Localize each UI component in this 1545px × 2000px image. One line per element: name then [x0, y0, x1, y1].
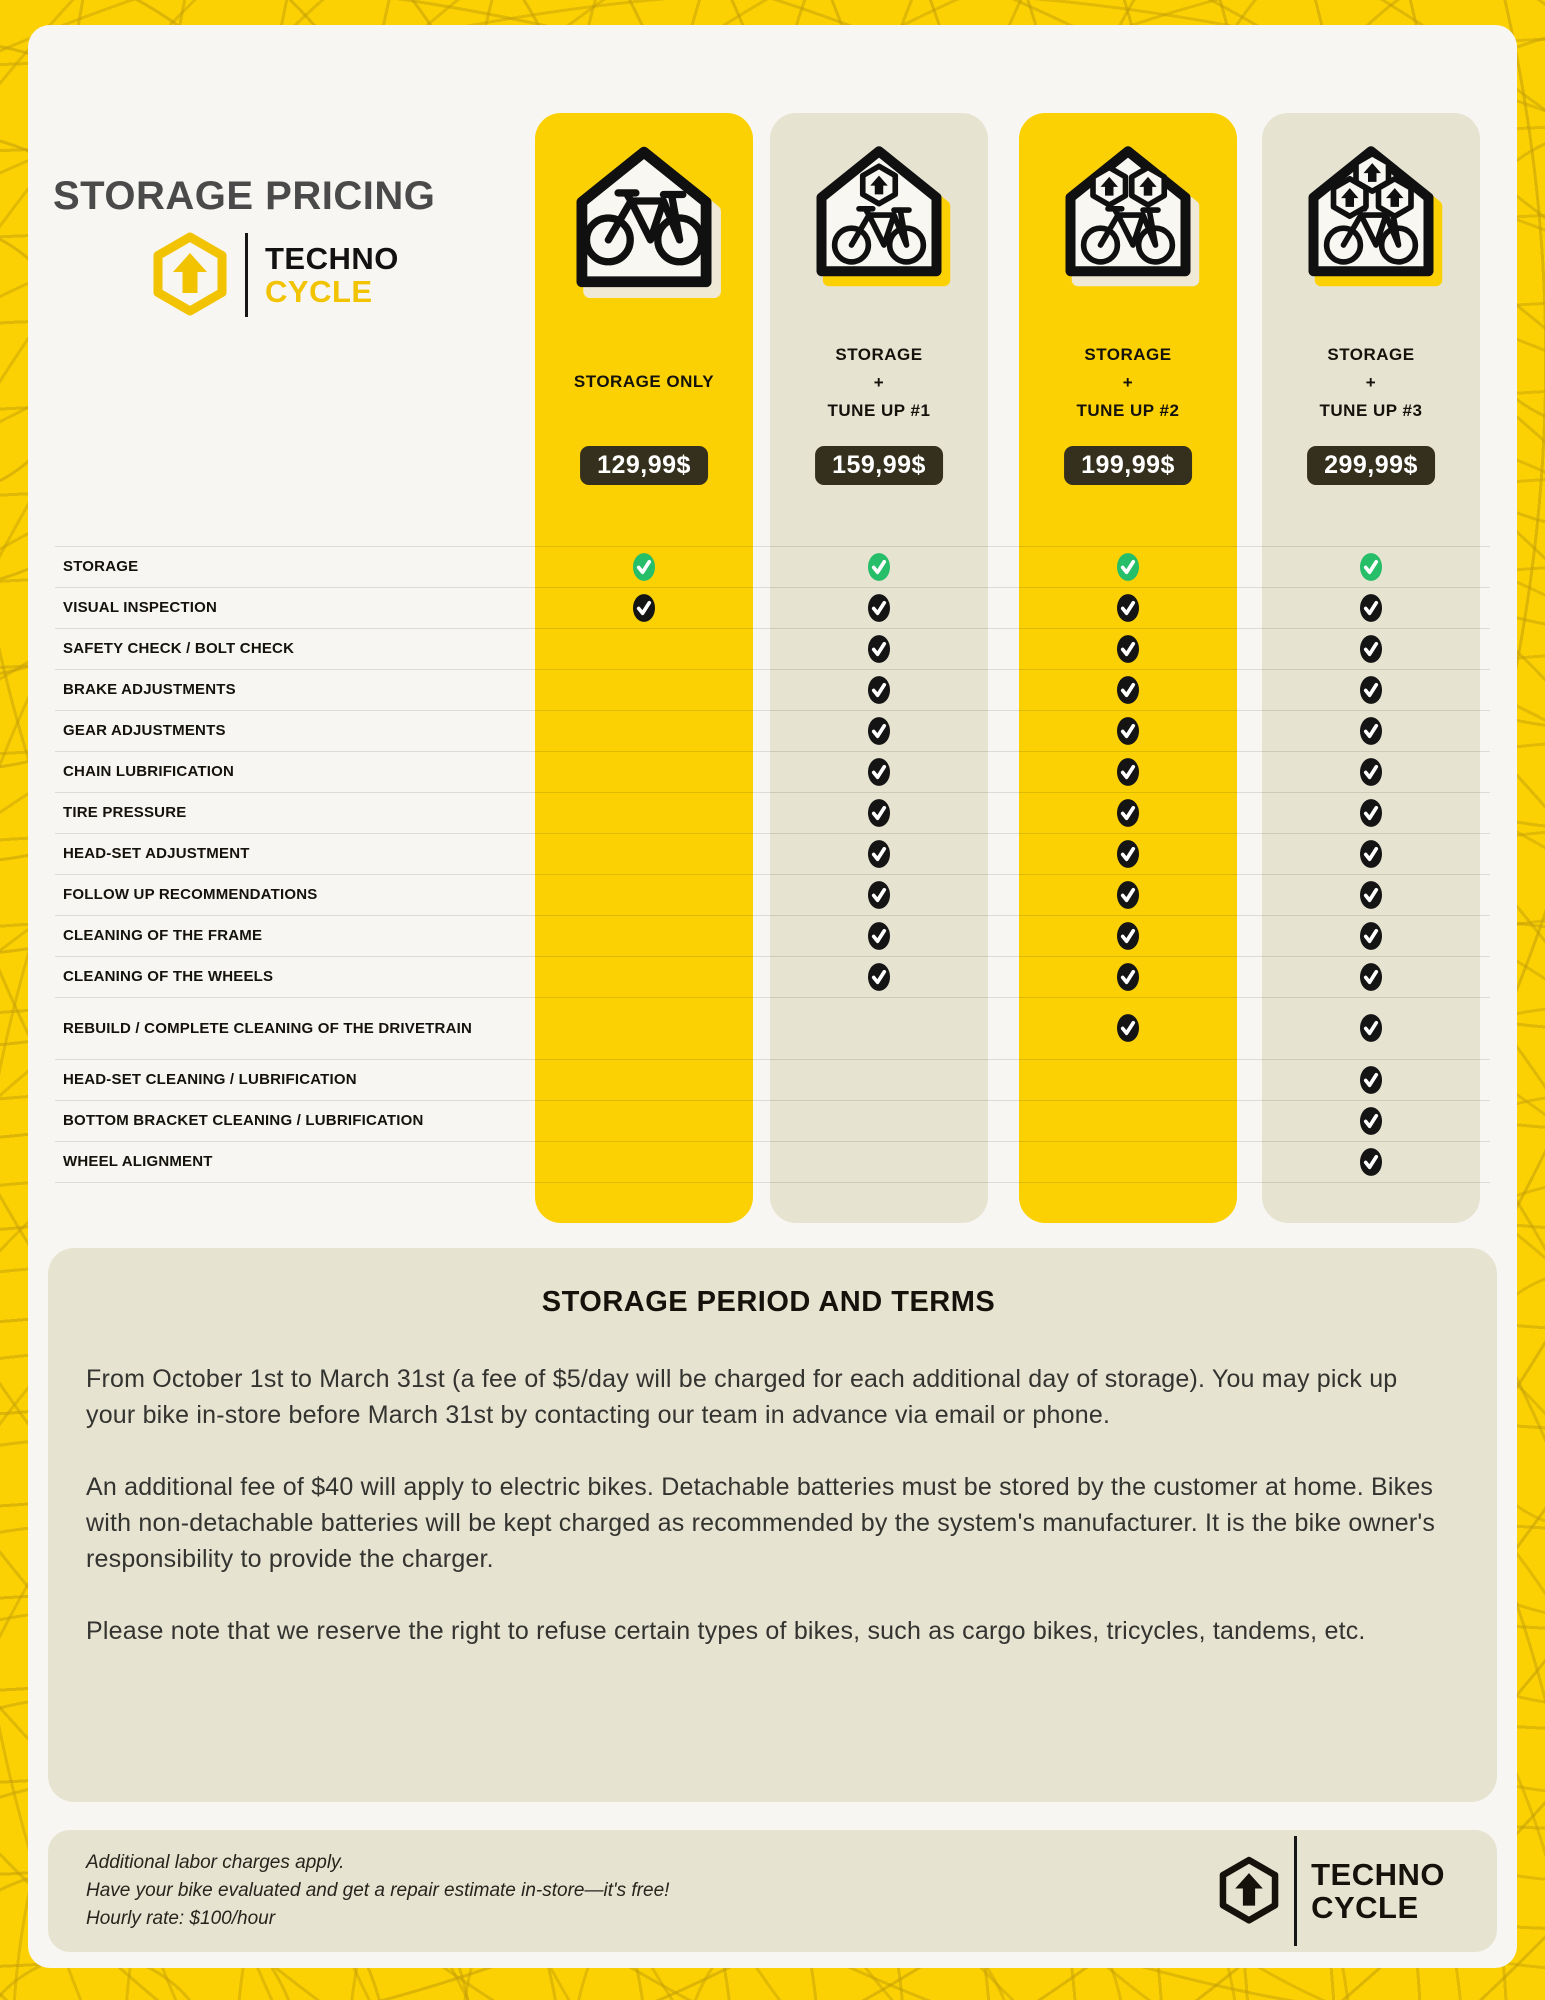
footer-line: Additional labor charges apply.: [86, 1852, 345, 1873]
check-icon: [868, 593, 891, 622]
plan-name: [770, 341, 988, 425]
check-icon: [633, 593, 656, 622]
check-icon: [1360, 675, 1383, 704]
hexagon-arrow-icon: [1218, 1856, 1280, 1926]
feature-label: HEAD-SET CLEANING / LUBRIFICATION: [63, 1071, 357, 1088]
check-icon: [1117, 757, 1140, 786]
price-badge: 299,99$: [1307, 446, 1435, 485]
check-icon: [1360, 552, 1383, 581]
plan-icon-wrap: [1262, 140, 1480, 295]
plan-name: [535, 368, 753, 396]
terms-paragraph: Please note that we reserve the right to refuse certain types of bikes, such as cargo bikes, tricycles, tandems, etc.: [86, 1617, 1366, 1645]
check-icon: [1117, 552, 1140, 581]
check-icon: [868, 757, 891, 786]
check-icon: [1360, 757, 1383, 786]
feature-label: FOLLOW UP RECOMMENDATIONS: [63, 886, 318, 903]
terms-section: [48, 1248, 1497, 1802]
check-icon: [1360, 962, 1383, 991]
check-icon: [1117, 880, 1140, 909]
check-icon: [1360, 1106, 1383, 1135]
house-bike-icon: [563, 140, 725, 302]
feature-label: TIRE PRESSURE: [63, 804, 187, 821]
feature-label: STORAGE: [63, 558, 139, 575]
plan-name: [1262, 341, 1480, 425]
check-icon: [1360, 921, 1383, 950]
plan-name-line: +: [1122, 373, 1134, 392]
plan-card-3: [1019, 113, 1237, 1223]
brand-name-top: TECHNO: [265, 240, 399, 276]
check-icon: [868, 962, 891, 991]
check-icon: [1117, 634, 1140, 663]
house-bike-1-wrench-icon: [804, 140, 954, 290]
check-icon: [868, 675, 891, 704]
footer-line: Hourly rate: $100/hour: [86, 1908, 276, 1929]
plan-card-1: [535, 113, 753, 1223]
plan-name-line: TUNE UP #2: [1076, 401, 1180, 420]
check-icon: [1360, 1065, 1383, 1094]
plan-icon-wrap: [770, 140, 988, 295]
check-icon: [633, 552, 656, 581]
plan-name: [1019, 341, 1237, 425]
check-icon: [1360, 716, 1383, 745]
check-icon: [868, 839, 891, 868]
hexagon-arrow-icon: [152, 232, 228, 318]
check-icon: [1360, 880, 1383, 909]
footer-line: Have your bike evaluated and get a repair estimate in-store—it's free!: [86, 1880, 670, 1901]
check-icon: [1117, 962, 1140, 991]
price-badge: 159,99$: [815, 446, 943, 485]
plan-name-line: STORAGE: [1327, 345, 1415, 364]
check-icon: [1360, 593, 1383, 622]
feature-label: CHAIN LUBRIFICATION: [63, 763, 235, 780]
page-title: STORAGE PRICING: [53, 174, 436, 218]
brand-logo: [152, 232, 399, 318]
brand-divider: [245, 233, 248, 317]
feature-label: BOTTOM BRACKET CLEANING / LUBRIFICATION: [63, 1112, 424, 1129]
feature-label: REBUILD / COMPLETE CLEANING OF THE DRIVETRAIN: [63, 1019, 473, 1037]
feature-label: SAFETY CHECK / BOLT CHECK: [63, 640, 295, 657]
plan-name-line: TUNE UP #1: [827, 401, 931, 420]
check-icon: [868, 798, 891, 827]
check-icon: [1360, 839, 1383, 868]
terms-paragraph: From October 1st to March 31st (a fee of $5/day will be charged for each additional day of storage). You may pick up your bike in-store before March 31st by contacting our team in advance via email or phone.: [86, 1365, 1398, 1429]
check-icon: [1117, 675, 1140, 704]
brand-divider: [1294, 1836, 1297, 1946]
feature-label: HEAD-SET ADJUSTMENT: [63, 845, 250, 862]
brand-name-top: TECHNO: [1311, 1856, 1445, 1892]
row-separator: [55, 1182, 1490, 1183]
check-icon: [868, 634, 891, 663]
plan-name-line: +: [873, 373, 885, 392]
brand-name-bottom: CYCLE: [1311, 1890, 1419, 1925]
house-bike-2-wrench-icon: [1053, 140, 1203, 290]
plan-name-line: STORAGE: [1084, 345, 1172, 364]
feature-label: GEAR ADJUSTMENTS: [63, 722, 226, 739]
check-icon: [1360, 1014, 1383, 1043]
terms-title: STORAGE PERIOD AND TERMS: [541, 1286, 996, 1318]
check-icon: [1117, 798, 1140, 827]
feature-label: VISUAL INSPECTION: [63, 599, 217, 616]
footer-note-card: [48, 1830, 1497, 1952]
plan-name-line: +: [1365, 373, 1377, 392]
plan-icon-wrap: [535, 140, 753, 307]
check-icon: [1117, 921, 1140, 950]
price-badge: 129,99$: [580, 446, 708, 485]
check-icon: [1117, 839, 1140, 868]
check-icon: [868, 880, 891, 909]
check-icon: [1117, 716, 1140, 745]
check-icon: [868, 921, 891, 950]
plan-name-line: TUNE UP #3: [1319, 401, 1423, 420]
check-icon: [1360, 1147, 1383, 1176]
feature-label: CLEANING OF THE WHEELS: [63, 968, 274, 985]
feature-label: CLEANING OF THE FRAME: [63, 927, 263, 944]
check-icon: [868, 552, 891, 581]
brand-name-bottom: CYCLE: [265, 274, 373, 309]
footer-brand-logo: [1218, 1836, 1445, 1946]
terms-paragraph: An additional fee of $40 will apply to electric bikes. Detachable batteries must be stored by the customer at home. Bikes with non-detachable batteries will be kept charged as recommended by the system's manufacturer. It is the bike owner's responsibility to provide the charger.: [86, 1473, 1436, 1573]
feature-label: WHEEL ALIGNMENT: [63, 1153, 213, 1170]
plan-name-line: STORAGE ONLY: [573, 372, 715, 391]
check-icon: [1117, 1014, 1140, 1043]
footer-brand-name: [1311, 1858, 1445, 1925]
feature-label: BRAKE ADJUSTMENTS: [63, 681, 236, 698]
plan-card-4: [1262, 113, 1480, 1223]
brand-name: [265, 242, 399, 309]
plan-name-line: STORAGE: [835, 345, 923, 364]
price-badge: 199,99$: [1064, 446, 1192, 485]
plan-icon-wrap: [1019, 140, 1237, 295]
check-icon: [1117, 593, 1140, 622]
plan-card-2: [770, 113, 988, 1223]
house-bike-3-wrench-icon: [1296, 140, 1446, 290]
check-icon: [1360, 798, 1383, 827]
check-icon: [1360, 634, 1383, 663]
check-icon: [868, 716, 891, 745]
